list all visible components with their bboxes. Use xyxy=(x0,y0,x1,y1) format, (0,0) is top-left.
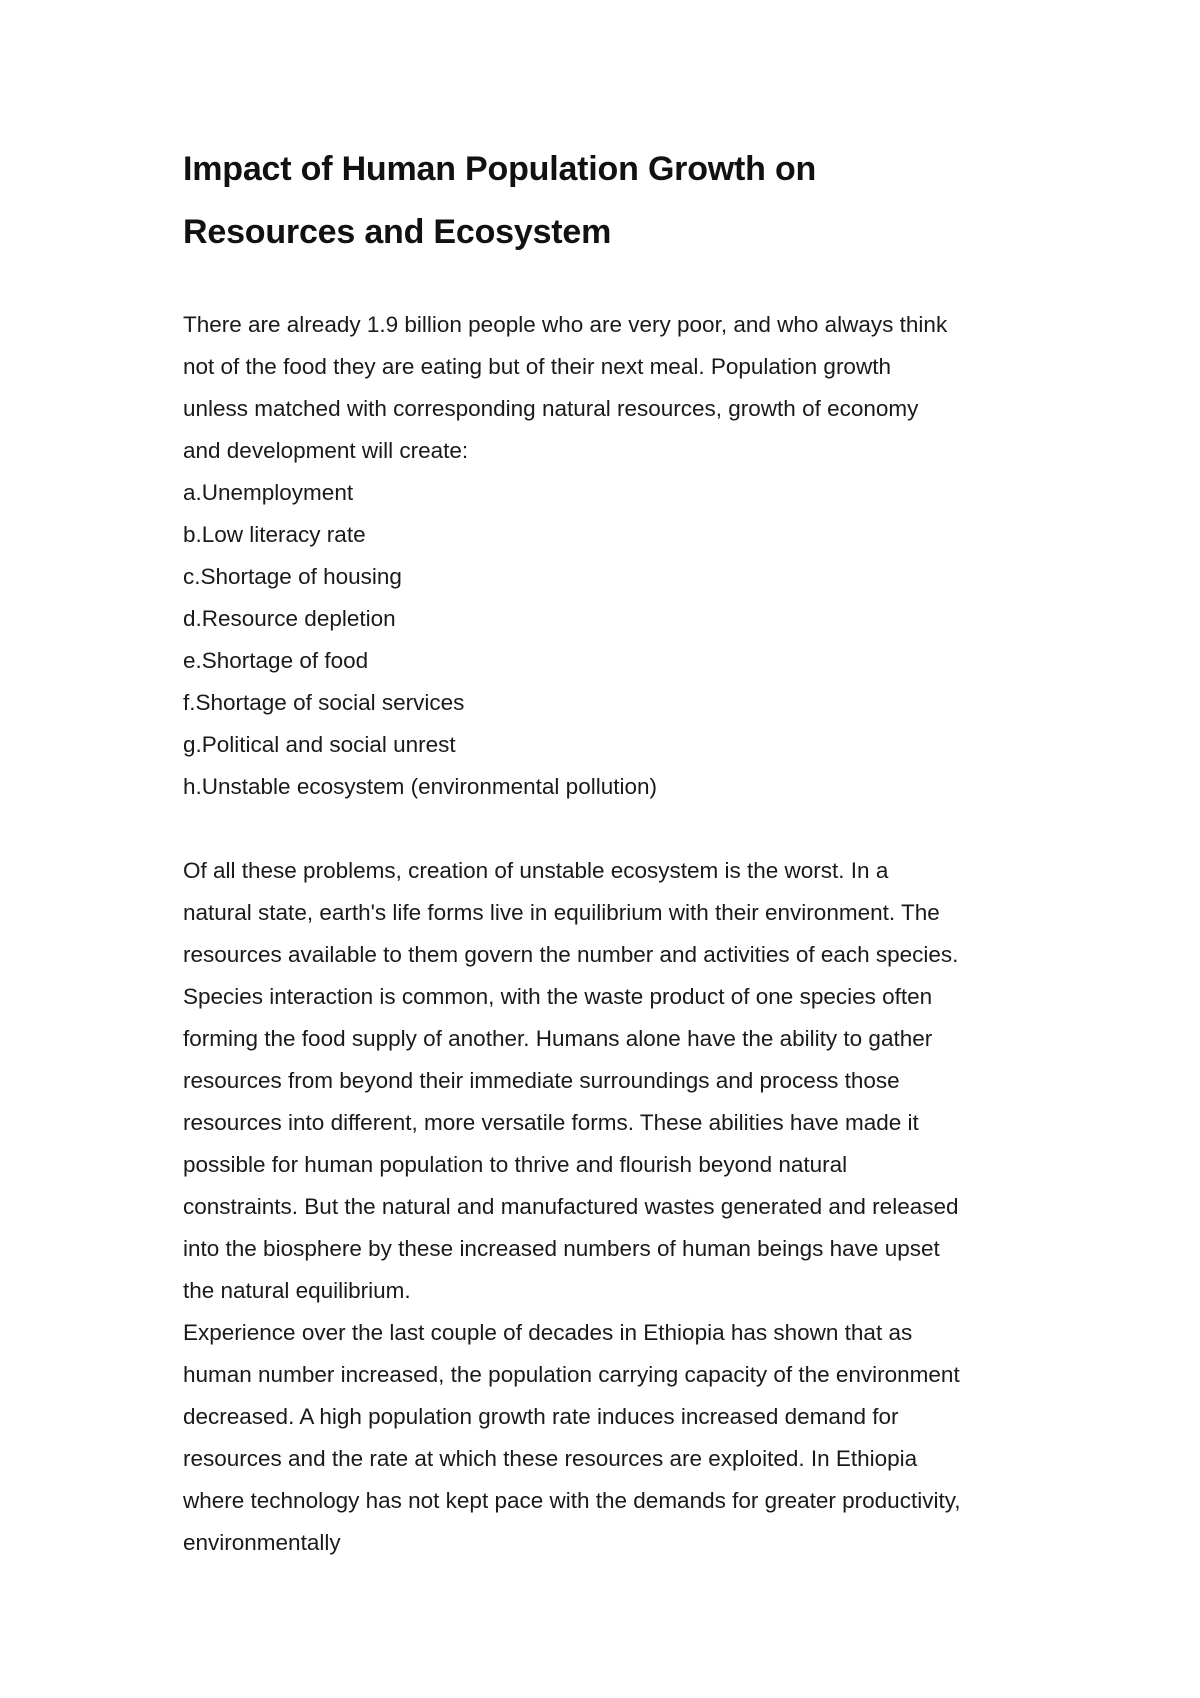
text-line: unless matched with corresponding natural resources, growth of economy xyxy=(183,396,919,421)
list-item: d.Resource depletion xyxy=(183,606,396,631)
problems-list xyxy=(183,472,1063,808)
text-line: resources into different, more versatile forms. These abilities have made it xyxy=(183,1110,919,1135)
list-item: b.Low literacy rate xyxy=(183,522,366,547)
document-body xyxy=(183,304,1063,1564)
list-item: g.Political and social unrest xyxy=(183,732,456,757)
text-line: forming the food supply of another. Humans alone have the ability to gather xyxy=(183,1026,933,1051)
text-line: possible for human population to thrive and flourish beyond natural xyxy=(183,1152,848,1177)
text-line: environmentally xyxy=(183,1530,341,1555)
text-line: resources and the rate at which these resources are exploited. In Ethiopia xyxy=(183,1446,918,1471)
list-item: c.Shortage of housing xyxy=(183,564,402,589)
text-line: decreased. A high population growth rate induces increased demand for xyxy=(183,1404,899,1429)
list-item: e.Shortage of food xyxy=(183,648,369,673)
text-line: There are already 1.9 billion people who are very poor, and who always think xyxy=(183,312,948,337)
text-line: not of the food they are eating but of their next meal. Population growth xyxy=(183,354,891,379)
title-line: Resources and Ecosystem xyxy=(183,213,612,251)
text-line: where technology has not kept pace with the demands for greater productivity, xyxy=(183,1488,961,1513)
text-line: resources available to them govern the number and activities of each species. xyxy=(183,942,959,967)
text-line: Species interaction is common, with the waste product of one species often xyxy=(183,984,933,1009)
text-line: Experience over the last couple of decades in Ethiopia has shown that as xyxy=(183,1320,913,1345)
text-line: constraints. But the natural and manufactured wastes generated and released xyxy=(183,1194,959,1219)
text-line: and development will create: xyxy=(183,438,469,463)
ecosystem-paragraph xyxy=(183,850,1063,1312)
paragraph-spacer xyxy=(183,808,1063,850)
intro-paragraph xyxy=(183,304,1063,472)
text-line: the natural equilibrium. xyxy=(183,1278,411,1303)
list-item: f.Shortage of social services xyxy=(183,690,465,715)
text-line: human number increased, the population carrying capacity of the environment xyxy=(183,1362,960,1387)
ethiopia-paragraph xyxy=(183,1312,1063,1564)
document-content xyxy=(183,138,1063,1564)
title-line: Impact of Human Population Growth on xyxy=(183,150,817,188)
list-item: a.Unemployment xyxy=(183,480,354,505)
text-line: into the biosphere by these increased numbers of human beings have upset xyxy=(183,1236,940,1261)
document-title xyxy=(183,138,1063,264)
text-line: Of all these problems, creation of unstable ecosystem is the worst. In a xyxy=(183,858,889,883)
text-line: natural state, earth's life forms live in equilibrium with their environment. The xyxy=(183,900,940,925)
text-line: resources from beyond their immediate surroundings and process those xyxy=(183,1068,900,1093)
list-item: h.Unstable ecosystem (environmental pollution) xyxy=(183,774,657,799)
